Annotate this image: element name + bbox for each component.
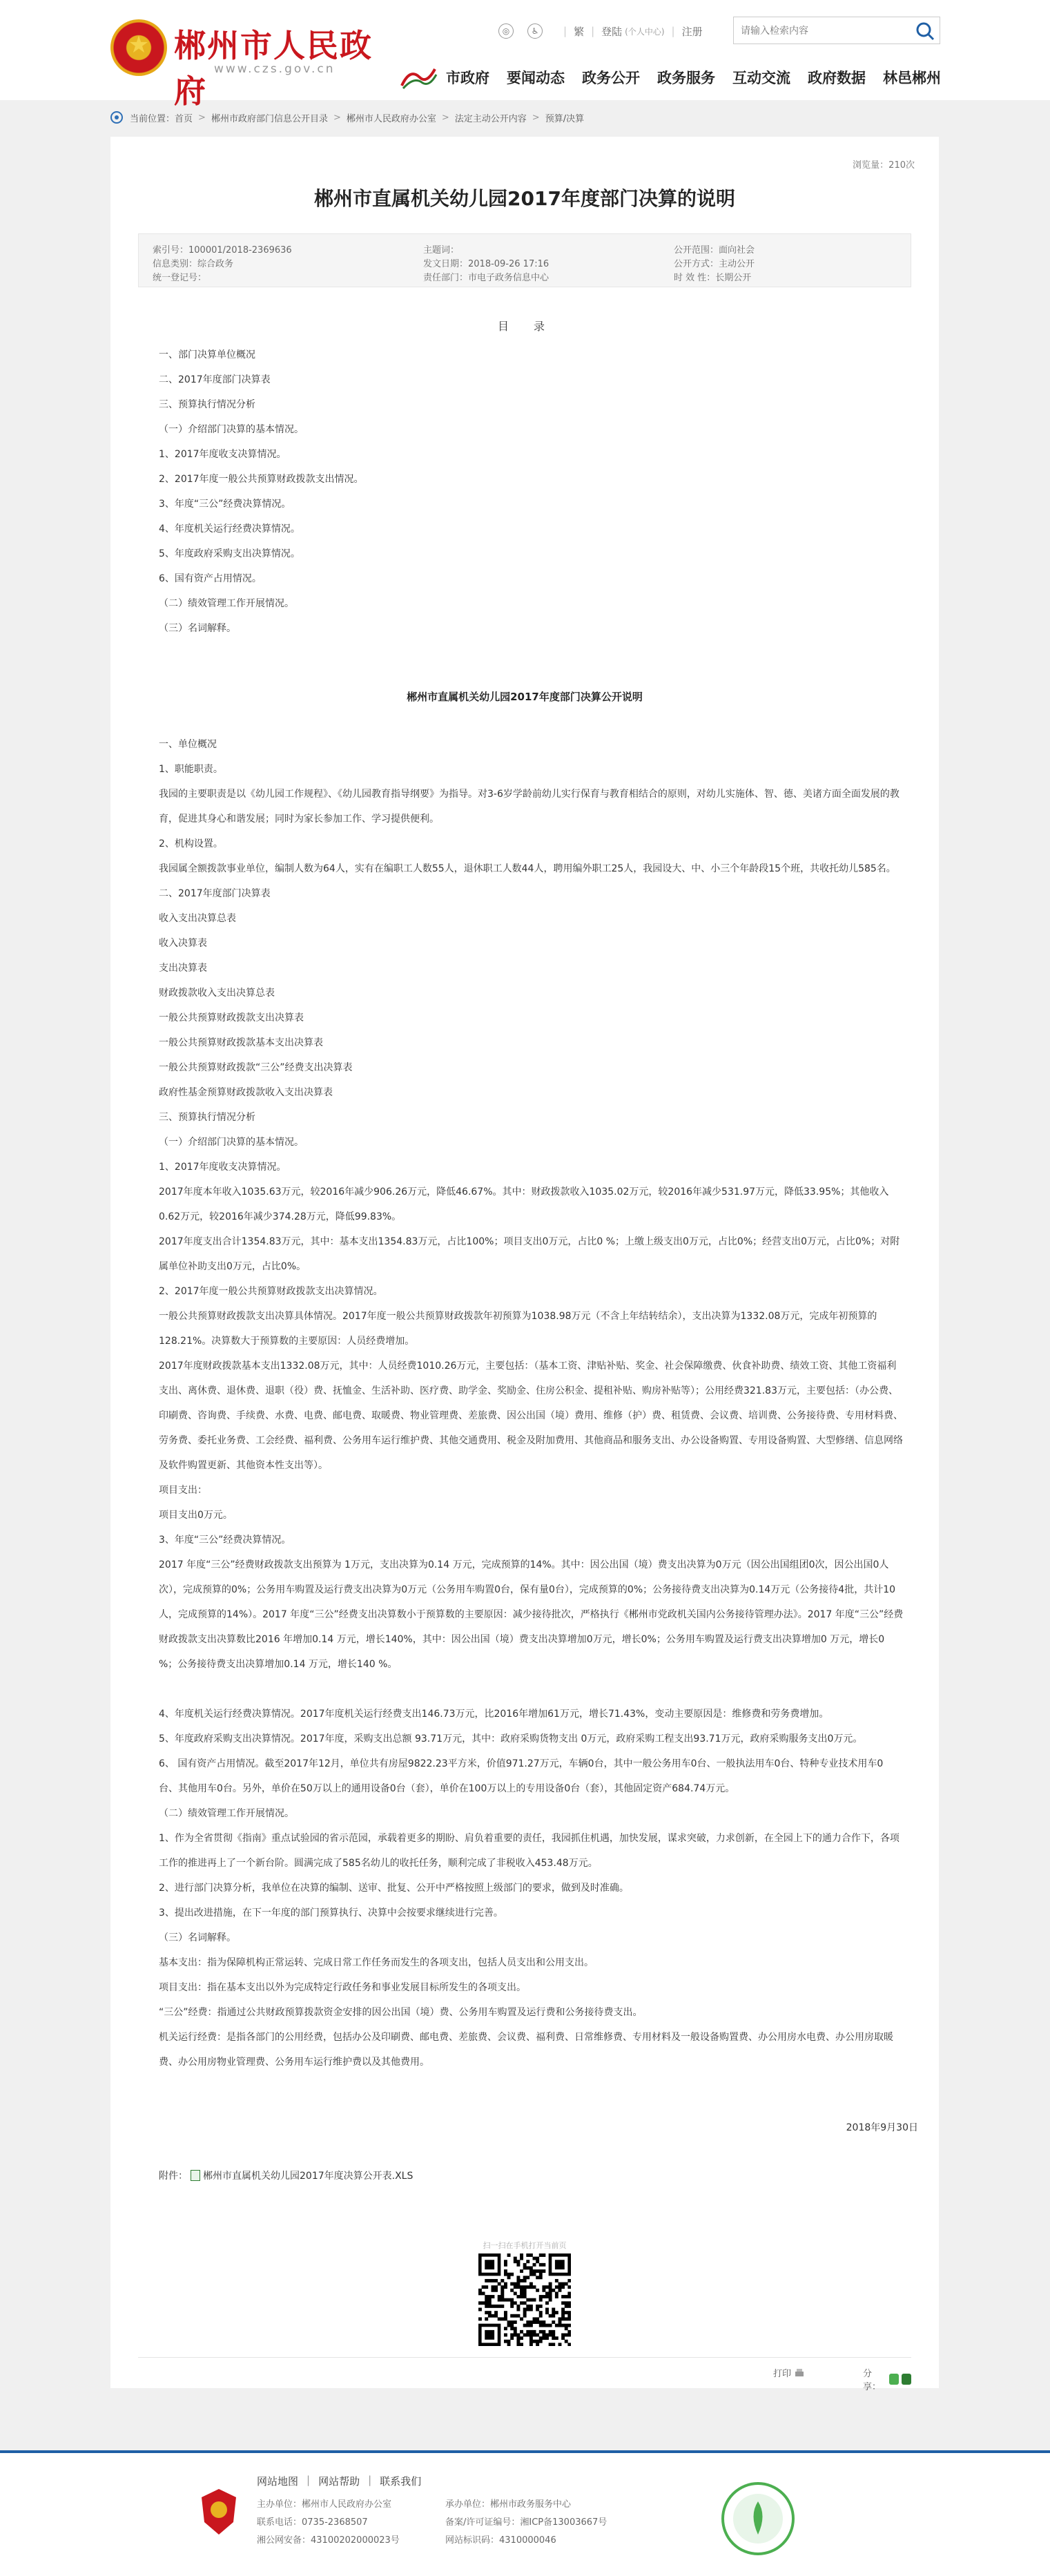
footer-organizer: 承办单位：郴州市政务服务中心	[445, 2499, 572, 2510]
toc-item: 5、年度政府采购支出决算情况。	[159, 548, 300, 559]
nav-item-data[interactable]: 政府数据	[808, 70, 866, 86]
body-paragraph: 政府性基金预算财政拨款收入支出决算表	[159, 1087, 333, 1098]
print-label: 打印	[773, 2369, 792, 2379]
body-paragraph	[159, 1677, 904, 1702]
barrier-free-icon[interactable]: ◎	[498, 23, 514, 39]
body-paragraph: 项目支出：指在基本支出以外为完成特定行政任务和事业发展目标所发生的各项支出。	[159, 1982, 526, 1993]
attachment	[159, 2169, 413, 2182]
nav-item-government[interactable]: 市政府	[446, 70, 489, 86]
nav-item-news[interactable]: 要闻动态	[507, 70, 565, 86]
toc-item: （一）介绍部门决算的基本情况。	[159, 424, 304, 435]
footer-info-right	[445, 2496, 607, 2550]
footer-icp[interactable]: 备案/许可证编号：湘ICP备13003667号	[445, 2517, 607, 2528]
toc-title: 目 录	[497, 320, 552, 333]
party-emblem-icon	[200, 2488, 237, 2536]
toc-item: 4、年度机关运行经费决算情况。	[159, 523, 300, 535]
weibo-icon[interactable]	[902, 2374, 911, 2385]
article-tools	[138, 2357, 911, 2392]
toc-item: 1、2017年度收支决算情况。	[159, 449, 286, 460]
body-paragraph: 1、2017年度收支决算情况。	[159, 1162, 286, 1173]
footer-info-left	[257, 2496, 400, 2550]
meta-scope: 公开范围：面向社会	[674, 245, 755, 256]
breadcrumb-home[interactable]: 首页	[175, 113, 193, 124]
footer-link-contact[interactable]: 联系我们	[380, 2475, 422, 2488]
article-title: 郴州市直属机关幼儿园2017年度部门决算的说明	[314, 187, 735, 210]
body-paragraph: 项目支出0万元。	[159, 1510, 233, 1521]
meta-dept: 责任部门：市电子政务信息中心	[423, 273, 550, 283]
body-paragraph: 2017年度支出合计1354.83万元，其中：基本支出1354.83万元，占比100%；项目支出0万元，占比0 %；上缴上级支出0万元，占比0%；经营支出0万元，占比0%；对附属单位补助支出0万元，占比0%。	[159, 1236, 900, 1272]
body-paragraph: （一）介绍部门决算的基本情况。	[159, 1137, 304, 1148]
body-paragraph: 2、机构设置。	[159, 838, 223, 849]
body-paragraph: 收入决算表	[159, 938, 207, 949]
body-paragraph: 一、单位概况	[159, 739, 217, 750]
body-paragraph: 财政拨款收入支出决算总表	[159, 988, 275, 999]
body-paragraph: 1、职能职责。	[159, 764, 223, 775]
login-link[interactable]: 登陆	[601, 25, 623, 38]
footer-links: 网站地图 | 网站帮助 | 联系我们	[257, 2474, 422, 2488]
nav-item-interaction[interactable]: 互动交流	[732, 70, 790, 86]
body-paragraph: 2017 年度“三公”经费财政拨款支出预算为 1万元，支出决算为0.14 万元，完成预算的14%。其中：因公出国（境）费支出决算为0万元（因公出国组团0次，因公出国0人次），完成预算的0%；公务用车购置及运行费支出决算为0万元（公务用车购置0台，保有量0台），完成预算的0%；公务接待费支出决算为0.14万元（公务接待4批，共计10人，完成预算的14%）。2017 年度“三公”经费支出决算数小于预算数的主要原因：减少接待批次，严格执行《郴州市党政机关国内公务接待管理办法》。2017 年度“三公”经费财政拨款支出决算数比2016 年增加0.14 万元，增长140%，其中：因公出国（境）费支出决算增加0万元，增长0%；公务用车购置及运行费支出决算增加0 万元，增长0 %；公务接待费支出决算增加0.14 万元，增长140 %。	[159, 1559, 904, 1670]
nav-item-open-gov[interactable]: 政务公开	[582, 70, 640, 86]
body-paragraph: 2017年度本年收入1035.63万元，较2016年减少906.26万元，降低46.67%。其中：财政拨款收入1035.02万元，较2016年减少531.97万元，降低33.95%；其他收入0.62万元，较2016年减少374.28万元，降低99.83%。	[159, 1186, 889, 1222]
body-paragraph: 4、年度机关运行经费决算情况。2017年度机关运行经费支出146.73万元，比2016年增加61万元，增长71.43%，变动主要原因是：维修费和劳务费增加。	[159, 1709, 829, 1720]
breadcrumb-office[interactable]: 郴州市人民政府办公室	[346, 113, 436, 124]
meta-doc-no: 统一登记号：	[153, 273, 207, 283]
footer-link-help[interactable]: 网站帮助	[318, 2475, 360, 2488]
accessibility-icon[interactable]: ♿	[527, 23, 543, 39]
body-paragraph: 一般公共预算财政拨款“三公”经费支出决算表	[159, 1062, 353, 1073]
body-paragraph: 2、2017年度一般公共预算财政拨款支出决算情况。	[159, 1286, 383, 1297]
search-box	[733, 17, 940, 44]
breadcrumb-content[interactable]: 法定主动公开内容	[454, 113, 527, 124]
body-paragraph: 三、预算执行情况分析	[159, 1112, 255, 1123]
excel-file-icon	[191, 2170, 200, 2181]
body-paragraph: 我园属全额拨款事业单位，编制人数为64人，实有在编职工人数55人，退休职工人数44人，聘用编外职工25人，我园设大、中、小三个年龄段15个班，共收托幼儿585名。	[159, 863, 896, 874]
body-paragraph: 3、提出改进措施，在下一年度的部门预算执行、决算中会按要求继续进行完善。	[159, 1907, 503, 1919]
body-paragraph: 6、 国有资产占用情况。截至2017年12月，单位共有房屋9822.23平方米，价值971.27万元，车辆0台，其中一般公务用车0台、一般执法用车0台、特种专业技术用车0 台、其他用车0台。另外，单价在50万以上的通用设备0台（套），单价在100万以上的专用设备0台（套），其他固定资产684.74万元。	[159, 1758, 884, 1794]
footer-site-code: 网站标识码：4310000046	[445, 2535, 556, 2546]
body-paragraph: 一般公共预算财政拨款基本支出决算表	[159, 1037, 323, 1048]
share-label: 分享：	[863, 2369, 882, 2392]
breadcrumb-directory[interactable]: 郴州市政府部门信息公开目录	[211, 113, 328, 124]
footer-host: 主办单位：郴州市人民政府办公室	[257, 2499, 392, 2510]
breadcrumb-label: 当前位置：	[130, 113, 175, 124]
toc-item: 三、预算执行情况分析	[159, 399, 255, 410]
toc-item: 二、2017年度部门决算表	[159, 374, 271, 385]
wechat-icon[interactable]	[889, 2374, 899, 2385]
site-footer	[0, 2450, 1050, 2576]
search-input[interactable]	[734, 17, 906, 44]
main-nav	[399, 64, 958, 91]
body-paragraph: 我园的主要职责是以《幼儿园工作规程》、《幼儿园教育指导纲要》为指导。对3-6岁学龄前幼儿实行保育与教育相结合的原则，对幼儿实施体、智、德、美诸方面全面发展的教育，促进其身心和谐发展；同时为家长参加工作、学习提供便利。	[159, 789, 900, 825]
national-emblem-icon: ★	[110, 19, 167, 76]
print-button[interactable]	[773, 2366, 805, 2379]
article-body	[159, 732, 904, 2075]
qr-code	[478, 2253, 571, 2346]
toc-item: 一、部门决算单位概况	[159, 349, 255, 361]
meta-topic-words: 主题词：	[423, 245, 460, 256]
article-container	[110, 137, 939, 2392]
breadcrumb: 当前位置： 首页 > 郴州市政府部门信息公开目录 > 郴州市人民政府办公室 > 法定主动公开内容 > 预算/决算	[110, 107, 939, 128]
toc-item: 6、国有资产占用情况。	[159, 573, 262, 584]
footer-link-sitemap[interactable]: 网站地图	[257, 2475, 299, 2488]
meta-publish-date: 发文日期：2018-09-26 17:16	[423, 259, 550, 269]
top-links: ◎ ♿ | 繁 | 登陆 (个人中心) | 注册	[498, 21, 703, 41]
article-date: 2018年9月30日	[846, 2122, 918, 2133]
toc-item: （二）绩效管理工作开展情况。	[159, 598, 294, 609]
attachment-link[interactable]: 郴州市直属机关幼儿园2017年度决算公开表.XLS	[203, 2171, 414, 2182]
breadcrumb-budget[interactable]: 预算/决算	[545, 113, 585, 124]
meta-category: 信息类别：综合政务	[153, 259, 234, 269]
body-paragraph: 一般公共预算财政拨款支出决算表	[159, 1012, 304, 1023]
body-paragraph: （二）绩效管理工作开展情况。	[159, 1808, 294, 1819]
body-paragraph: 收入支出决算总表	[159, 913, 236, 924]
body-paragraph: 1、作为全省贯彻《指南》重点试验园的省示范园，承载着更多的期盼、肩负着重要的责任，我园抓住机遇，加快发展，谋求突破，力求创新，在全园上下的通力合作下，各项工作的推进再上了一个新台阶。圆满完成了585名幼儿的收托任务，顺利完成了非税收入453.48万元。	[159, 1833, 900, 1869]
attachment-label: 附件：	[159, 2171, 188, 2182]
body-paragraph: 项目支出：	[159, 1485, 207, 1496]
body-paragraph: 支出决算表	[159, 963, 207, 974]
toc-item: （三）名词解释。	[159, 623, 236, 634]
view-count: 浏览量：210次	[853, 160, 915, 171]
body-paragraph: 2、进行部门决算分析，我单位在决算的编制、送审、批复、公开中严格按照上级部门的要求，做到及时准确。	[159, 1883, 629, 1894]
nav-item-services[interactable]: 政务服务	[657, 70, 715, 86]
body-paragraph: 5、年度政府采购支出决算情况。2017年度，采购支出总额 93.71万元，其中：政府采购货物支出 0万元，政府采购工程支出93.71万元，政府采购服务支出0万元。	[159, 1733, 863, 1744]
nav-logo-icon	[399, 65, 438, 90]
login-hint: (个人中心)	[625, 26, 665, 37]
body-paragraph: （三）名词解释。	[159, 1932, 236, 1943]
site-title: 郴州市人民政府	[174, 27, 373, 110]
toc-item: 3、年度“三公”经费决算情况。	[159, 499, 291, 510]
site-url: www.czs.gov.cn	[214, 62, 336, 76]
location-icon	[110, 111, 123, 124]
nav-item-linyi[interactable]: 林邑郴州	[883, 70, 941, 86]
qr-caption: 扫一扫在手机打开当前页	[483, 2241, 567, 2250]
body-paragraph: 3、年度“三公”经费决算情况。	[159, 1535, 291, 1546]
body-paragraph: 一般公共预算财政拨款支出决算具体情况。2017年度一般公共预算财政拨款年初预算为1038.98万元（不含上年结转结余），支出决算为1332.08万元，完成年初预算的128.21%。决算数大于预算数的主要原因：人员经费增加。	[159, 1311, 877, 1347]
meta-validity: 时 效 性：长期公开	[674, 273, 752, 283]
table-of-contents	[159, 343, 364, 641]
document-heading: 郴州市直属机关幼儿园2017年度部门决算公开说明	[407, 691, 643, 703]
body-paragraph: “三公”经费：指通过公共财政预算拨款资金安排的因公出国（境）费、公务用车购置及运行费和公务接待费支出。	[159, 2007, 643, 2018]
share-bar	[863, 2366, 911, 2392]
register-link[interactable]: 注册	[681, 25, 703, 38]
body-paragraph: 二、2017年度部门决算表	[159, 888, 271, 899]
body-paragraph: 基本支出：指为保障机构正常运转、完成日常工作任务而发生的各项支出，包括人员支出和公用支出。	[159, 1957, 594, 1968]
article-meta	[138, 233, 911, 287]
gov-site-badge-icon[interactable]	[721, 2482, 795, 2555]
body-paragraph: 机关运行经费：是指各部门的公用经费，包括办公及印刷费、邮电费、差旅费、会议费、福利费、日常维修费、专用材料及一般设备购置费、办公用房水电费、办公用房取暖费、办公用房物业管理费、公务用车运行维护费以及其他费用。	[159, 2032, 893, 2068]
printer-icon	[794, 2367, 805, 2378]
body-paragraph: 2017年度财政拨款基本支出1332.08万元，其中：人员经费1010.26万元，主要包括：（基本工资、津贴补贴、奖金、社会保障缴费、伙食补助费、绩效工资、其他工资福利支出、离休费、退休费、退职（役）费、抚恤金、生活补助、医疗费、助学金、奖励金、住房公积金、提租补贴、购房补贴等）；公用经费321.83万元，主要包括：（办公费、印刷费、咨询费、手续费、水费、电费、邮电费、取暖费、物业管理费、差旅费、因公出国（境）费用、维修（护）费、租赁费、会议费、培训费、公务接待费、专用材料费、劳务费、委托业务费、工会经费、福利费、公务用车运行维护费、其他交通费用、税金及附加费用、其他商品和服务支出、办公设备购置、专用设备购置、大型修缮、信息网络及软件购置更新、其他资本性支出等）。	[159, 1361, 903, 1471]
traditional-chinese-link[interactable]: 繁	[574, 25, 585, 38]
footer-police[interactable]: 湘公网安备：43100202000023号	[257, 2535, 400, 2546]
footer-phone: 联系电话：0735-2368507	[257, 2517, 368, 2528]
meta-method: 公开方式：主动公开	[674, 259, 755, 269]
meta-index-no: 索引号：100001/2018-2369636	[153, 245, 292, 256]
toc-item: 2、2017年度一般公共预算财政拨款支出情况。	[159, 474, 364, 485]
search-icon[interactable]	[915, 21, 935, 41]
site-logo[interactable]	[110, 19, 387, 110]
site-header	[0, 0, 1050, 110]
